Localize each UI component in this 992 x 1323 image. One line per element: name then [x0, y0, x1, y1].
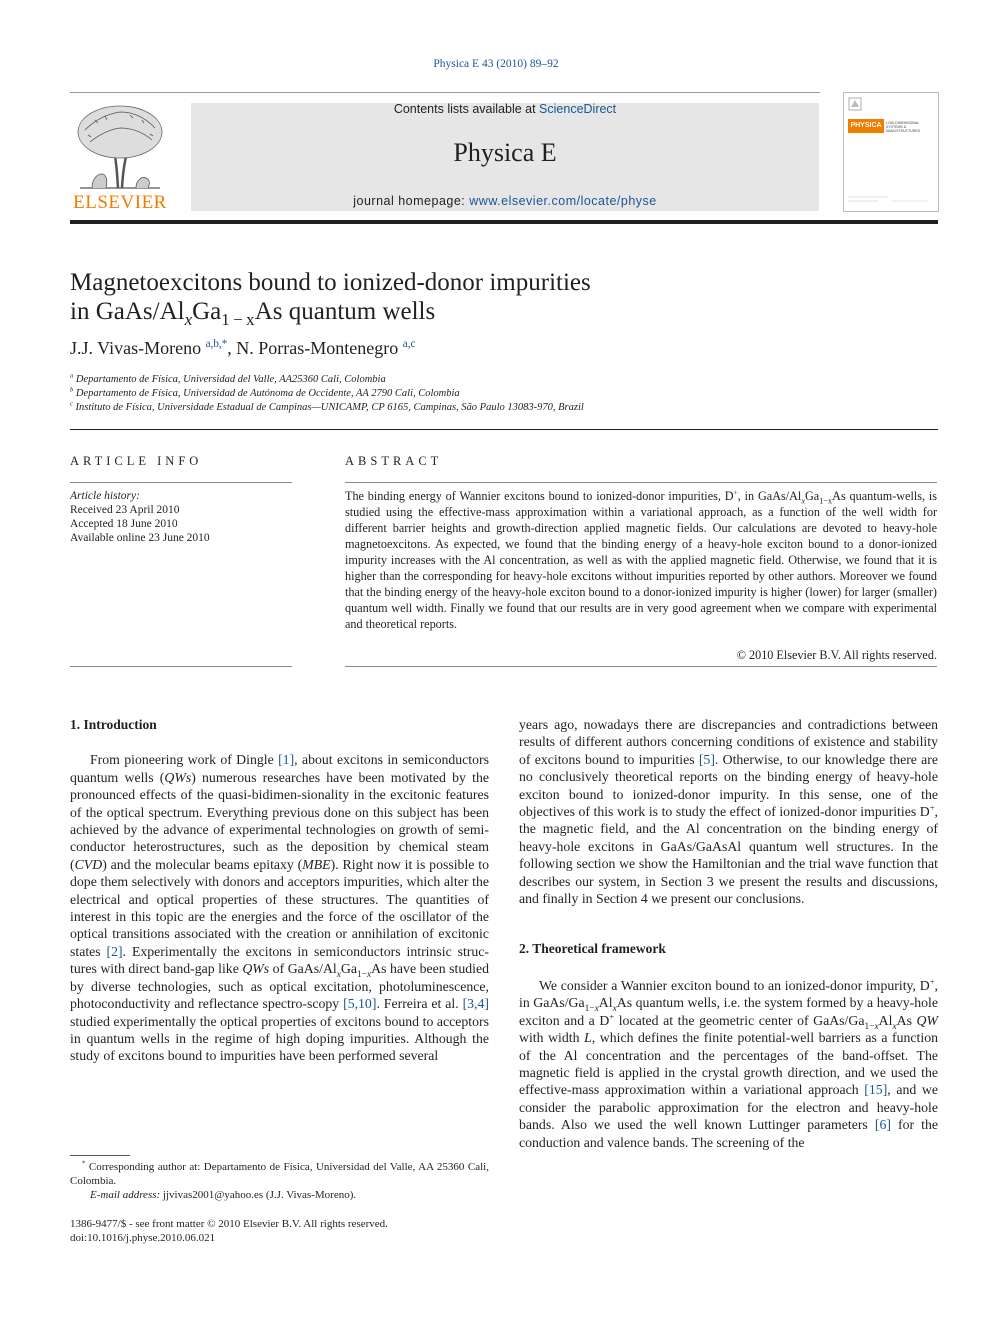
author-affiliation-mark[interactable]: a,c: [402, 338, 416, 350]
history-label: Article history:: [70, 490, 140, 502]
citation-link[interactable]: [1]: [278, 752, 295, 768]
elsevier-wordmark: ELSEVIER: [73, 192, 167, 213]
contents-prefix: Contents lists available at: [393, 102, 540, 116]
accepted-date: Accepted 18 June 2010: [70, 518, 178, 530]
introduction-paragraph-continued: years ago, nowadays there are discrepancies and contradictions between results of different authors concerning conditions of existence and stability of excitons bound to impurities [5]. Otherwise, to our knowledge there are no conclusively theoretical reports on the binding energy of heavy-hole exciton bound to ionized-donor impurity. In this sense, one of the objectives of this work is to study the effect of ionized-donor impurities D+, the magnetic field, and the Al concentration on the binding energy of heavy-hole excitons in GaAs/GaAsAl quantum well structures. In the following section we show the Hamiltonian and the trial wave function that describes our system, in Section 3 we present the results and discussions, and finally in Section 4 we present our conclusions.: [519, 717, 939, 907]
doi-line[interactable]: doi:10.1016/j.physe.2010.06.021: [70, 1232, 216, 1244]
journal-reference[interactable]: Physica E 43 (2010) 89–92: [433, 58, 559, 70]
author-name: N. Porras-Montenegro: [236, 338, 399, 358]
citation-link[interactable]: [3,4]: [462, 996, 489, 1012]
header-thin-rule: [70, 92, 820, 93]
cover-emblem-icon: [848, 97, 862, 111]
info-rule: [70, 482, 292, 483]
issn-line: 1386-9477/$ - see front matter © 2010 Elsevier B.V. All rights reserved.: [70, 1218, 388, 1230]
title-line-1: Magnetoexcitons bound to ionized-donor impurities: [70, 269, 591, 296]
title-line-2: in GaAs/$Al_xGa_{1 - x}As$ quantum wells: [70, 298, 436, 329]
journal-title: Physica E: [453, 138, 557, 167]
homepage-prefix: journal homepage:: [353, 194, 470, 208]
citation-link[interactable]: [5]: [698, 751, 715, 767]
footnote-rule: [70, 1155, 130, 1156]
abstract-heading: ABSTRACT: [345, 454, 443, 468]
citation-link[interactable]: [15]: [864, 1082, 888, 1098]
footnote: [70, 1160, 489, 1202]
article-history: [70, 489, 292, 545]
affiliation: $^a$ Departamento de Física, Universidad del Valle, AA25360 Cali, Colombia: [70, 372, 386, 385]
abstract-body: The binding energy of Wannier excitons bound to ionized-donor impurities, D+, in GaAs/$Al_xGa_{1-x}As$ quantum-wells, is studied using the effective-mass approximation within a variational approach, as a function of the well width for different barrier heights and growth-direction applied magnetic fields. Our calculations are devoted to heavy-hole magnetoexcitons. As expected, we found that the binding energy of a heavy-hole exciton bound to a donor-ionized impurity increases with the Al concentration, as well as with the applied magnetic field. Otherwise, we found that it is higher than the corresponding for heavy-hole excitons without impurities reported by other authors. Moreover we found that the binding energy of the heavy-hole exciton bound to a donor-ionized impurity is higher (lower) for larger (smaller) quantum well width. Finally we found that our results are in very good agreement when we compare with experimental and theoretical reports.: [345, 487, 937, 631]
abstract-bottom-rule: [345, 666, 937, 667]
homepage-link[interactable]: www.elsevier.com/locate/physe: [469, 194, 657, 208]
contents-line: [191, 102, 819, 116]
body-column-left: [70, 716, 489, 1065]
copyright-notice: © 2010 Elsevier B.V. All rights reserved.: [736, 648, 937, 662]
corresponding-author-note: * Corresponding author at: Departamento de Física, Universidad del Valle, AA 25360 Cali, Colombia.: [70, 1160, 489, 1187]
introduction-paragraph: From pioneering work of Dingle [1], about excitons in semiconductors quantum wells (QWs) numerous researches have been motivated by the pronounced effects of the quasi-bidimen-sionality in the excitonic features of the optical spectrum. Everything previous done on this subject has been achieved by the advance of experimental technologies on growth of semi-conductor heterostructures, such as the deposition by chemical steam (CVD) and the molecular beams epitaxy (MBE). Right now it is possible to dope them selectively with donors and acceptors impurities, which alter the electrical and optical properties of these structures. The quantities of interest in this topic are the energies and the force of the oscillator of the optical transitions associated with the creation or annihilation of excitonic states [2]. Experimentally the excitons in semiconductors intrinsic struc-tures with direct band-gap like QWs of GaAs/$Al_xGa_{1-x}As$ have been studied by diverse technologies, such as optical excitation, photoluminescence, photoconductivity and reflectance spectro-scopy [5,10]. Ferreira et al. [3,4] studied experimentally the optical properties of excitons bound to acceptors in quantum wells in the regime of high doping impurities. Although the study of excitons bound to impurities have been performed several: [70, 752, 490, 1064]
section-heading-introduction: 1. Introduction: [70, 717, 157, 732]
email-note: E-mail address: jjvivas2001@yahoo.es (J.J. Vivas-Moreno).: [90, 1189, 357, 1201]
citation-link[interactable]: [2]: [106, 943, 123, 959]
theory-paragraph: We consider a Wannier exciton bound to an ionized-donor impurity, D+, in GaAs/$Ga_{1-x}Al_xAs$ quantum wells, i.e. the system formed by a heavy-hole exciton and a D+ located at the geometric center of GaAs/$Ga_{1-x}Al_xAs$ QW with width L, which defines the finite potential-well barriers as a function of the Al concentration and the percentages of the band-offset. The magnetic field is applied in the crystal growth direction, and we used the effective-mass approximation within a variational approach [15], and we consider the parabolic approximation for the electron and heavy-hole bands. Also we used the well known Luttinger parameters [6] for the conduction and valence bands. The screening of the: [519, 976, 939, 1150]
article-title: [70, 268, 770, 329]
section-heading-theoretical-framework: 2. Theoretical framework: [519, 941, 666, 957]
citation-link[interactable]: [6]: [874, 1117, 891, 1133]
header-rule: [70, 220, 938, 224]
sciencedirect-link[interactable]: ScienceDirect: [539, 102, 617, 116]
affiliation: $^b$ Departamento de Física, Universidad de Autónoma de Occidente, AA 2790 Cali, Colombia: [70, 386, 460, 399]
front-matter: [70, 1217, 570, 1245]
section-rule: [70, 429, 938, 430]
info-bottom-rule: [70, 666, 292, 667]
affiliation: $^c$ Instituto de Física, Universidade Estadual de Campinas—UNICAMP, CP 6165, Campinas, São Paulo 13083-970, Brazil: [70, 400, 584, 413]
cover-footer-lines: [848, 193, 934, 205]
cover-subtitle: LOW-DIMENSIONAL SYSTEMS & NANOSTRUCTURES: [886, 121, 921, 133]
author-list: J.J. Vivas-Moreno $^{a,b,*}$, N. Porras-Montenegro $^{a,c}$: [70, 338, 416, 358]
author-affiliation-mark[interactable]: a,b,*: [205, 338, 228, 350]
author-name: J.J. Vivas-Moreno: [70, 338, 202, 358]
cover-badge: PHYSICA: [848, 119, 884, 133]
body-column-right: [519, 716, 938, 1151]
homepage-line: [191, 194, 819, 208]
journal-cover-thumbnail[interactable]: [843, 92, 939, 212]
citation-link[interactable]: [5,10]: [343, 996, 377, 1012]
online-date: Available online 23 June 2010: [70, 532, 210, 544]
author-email[interactable]: jjvivas2001@yahoo.es (J.J. Vivas-Moreno).: [160, 1189, 357, 1201]
received-date: Received 23 April 2010: [70, 504, 180, 516]
abstract-rule: [345, 482, 937, 483]
article-info-heading: ARTICLE INFO: [70, 454, 203, 468]
